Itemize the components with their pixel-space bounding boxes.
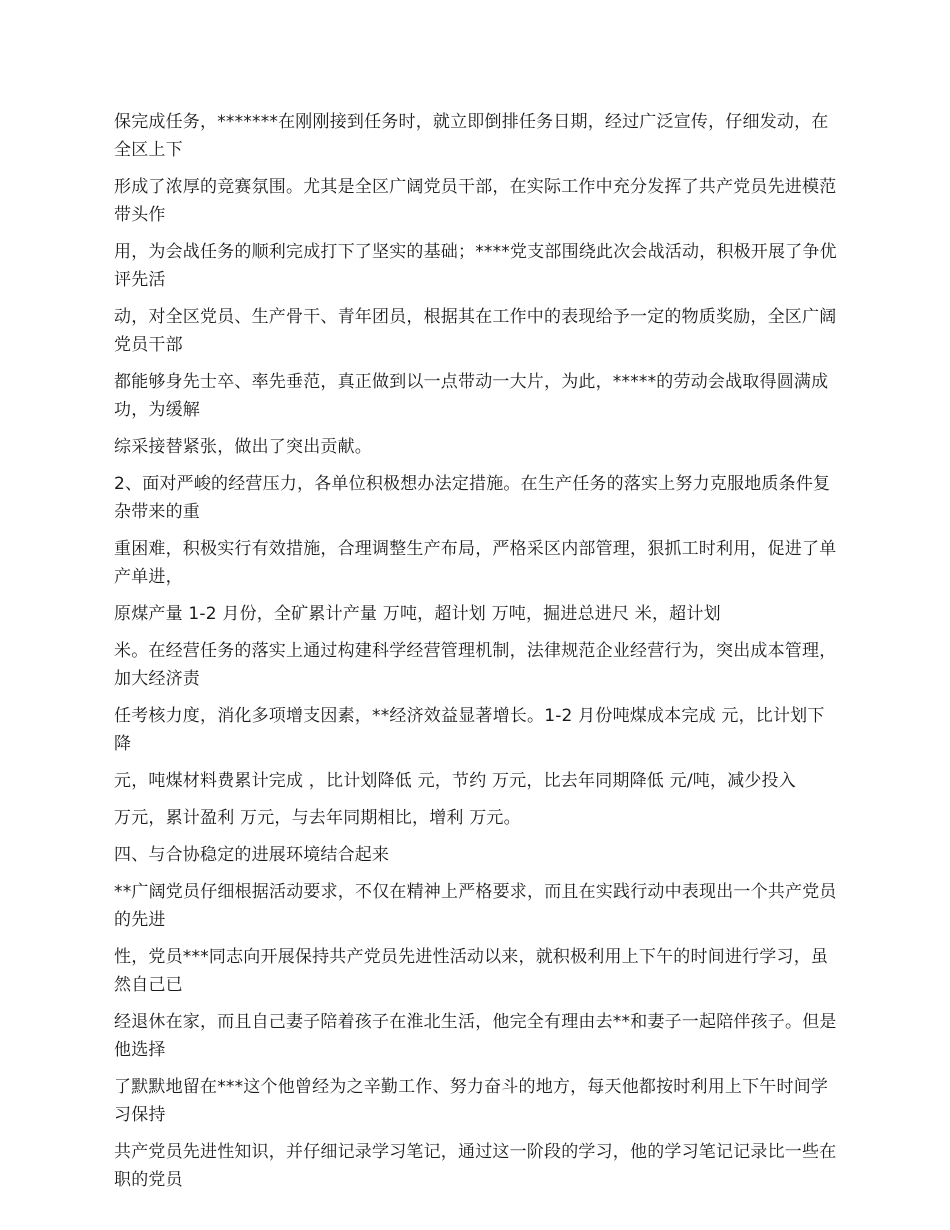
document-body [114, 108, 838, 1203]
paragraph: 性，党员***同志向开展保持共产党员先进性活动以来，就积极利用上下午的时间进行学习，虽然自己已 [114, 947, 829, 995]
paragraph: 2、面对严峻的经营压力，各单位积极想办法定措施。在生产任务的落实上努力克服地质条件复杂带来的重 [114, 474, 831, 522]
paragraph: 重困难，积极实行有效措施，合理调整生产布局，严格采区内部管理，狠抓工时利用，促进了单产单进， [114, 539, 837, 587]
paragraph: 经退休在家，而且自己妻子陪着孩子在淮北生活，他完全有理由去**和妻子一起陪伴孩子。但是他选择 [114, 1012, 837, 1060]
paragraph: 综采接替紧张，做出了突出贡献。 [114, 437, 372, 457]
paragraph: 原煤产量 1-2 月份，全矿累计产量 万吨，超计划 万吨，掘进总进尺 米，超计划 [114, 604, 721, 624]
paragraph: 保完成任务，*******在刚刚接到任务时，就立即倒排任务日期，经过广泛宣传，仔细发动，在全区上下 [114, 112, 829, 160]
paragraph: 都能够身先士卒、率先垂范，真正做到以一点带动一大片，为此，*****的劳动会战取得圆满成功，为缓解 [114, 372, 829, 420]
paragraph: 任考核力度，消化多项增支因素，**经济效益显著增长。1-2 月份吨煤成本完成 元，比计划下降 [114, 706, 825, 754]
paragraph: 动，对全区党员、生产骨干、青年团员，根据其在工作中的表现给予一定的物质奖励，全区广阔党员干部 [114, 307, 837, 355]
paragraph: 万元，累计盈利 万元，与去年同期相比，增利 万元。 [114, 808, 521, 828]
paragraph: 了默默地留在***这个他曾经为之辛勤工作、努力奋斗的地方，每天他都按时利用上下午时间学习保持 [114, 1077, 829, 1125]
paragraph: 用，为会战任务的顺利完成打下了坚实的基础；****党支部围绕此次会战活动，积极开展了争优评先活 [114, 242, 837, 290]
paragraph: 共产党员先进性知识，并仔细记录学习笔记，通过这一阶段的学习，他的学习笔记记录比一些在职的党员 [114, 1142, 837, 1190]
paragraph: 元，吨煤材料费累计完成 ，比计划降低 元，节约 万元，比去年同期降低 元/吨，减少投入 [114, 771, 796, 791]
paragraph: 米。在经营任务的落实上通过构建科学经营管理机制，法律规范企业经营行为，突出成本管理，加大经济责 [114, 641, 837, 689]
paragraph: 形成了浓厚的竞赛氛围。尤其是全区广阔党员干部，在实际工作中充分发挥了共产党员先进模范带头作 [114, 177, 837, 225]
section-heading: 四、与合协稳定的进展环境结合起来 [114, 845, 390, 865]
paragraph: **广阔党员仔细根据活动要求，不仅在精神上严格要求，而且在实践行动中表现出一个共产党员的先进 [114, 882, 837, 930]
